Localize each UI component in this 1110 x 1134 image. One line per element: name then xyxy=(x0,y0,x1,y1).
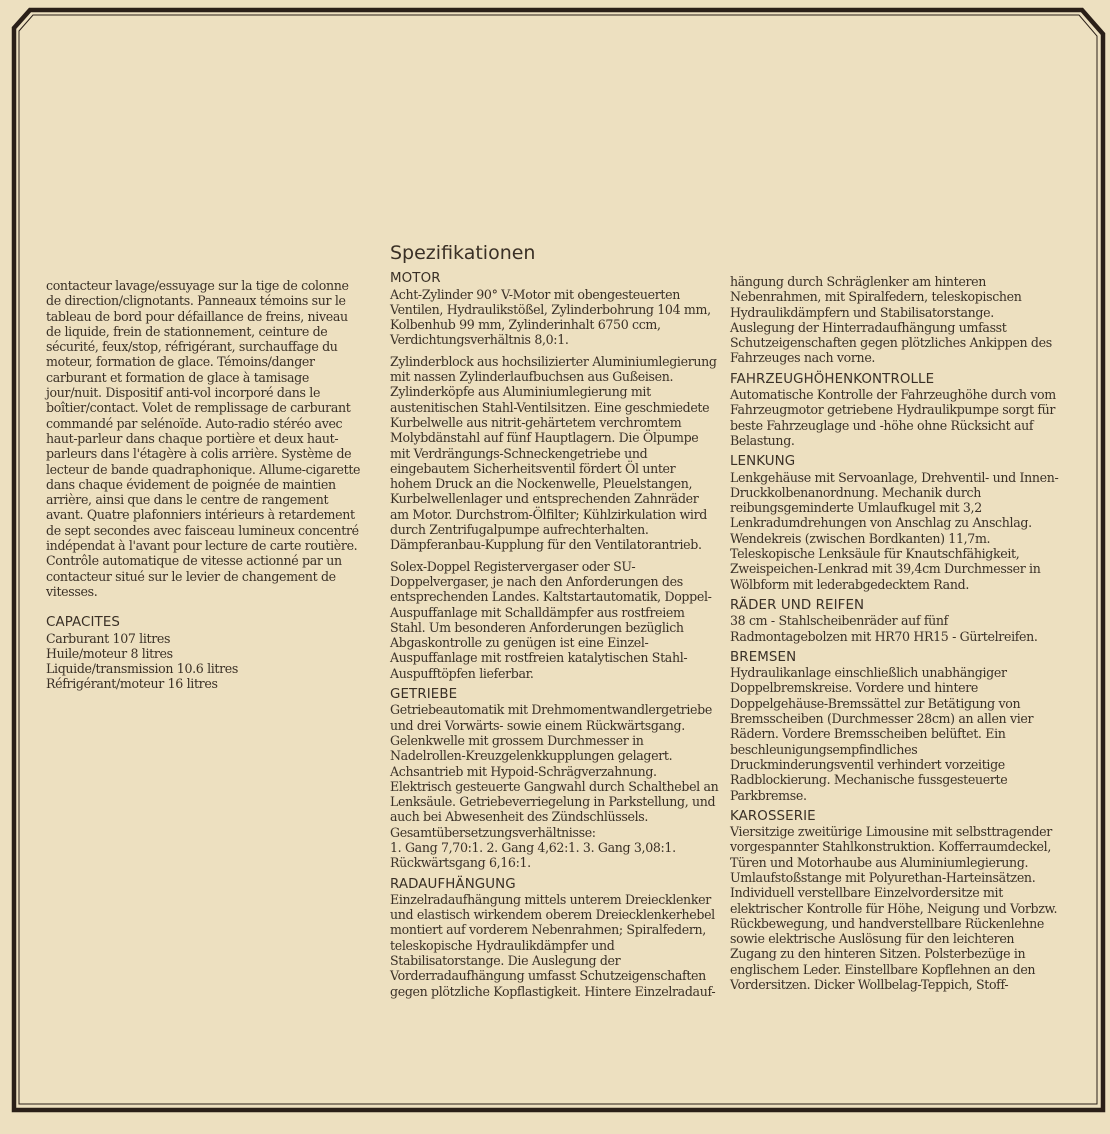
lenkung-heading: LENKUNG xyxy=(730,454,796,470)
fahrzeughoehe-text: Automatische Kontrolle der Fahrzeughöhe durch vom Fahrzeugmotor getriebene Hydraulikpumpe sorgt für beste Fahrzeuglage und -höhe ohne Rücksicht auf Belastung. xyxy=(730,387,1056,448)
page-title: Spezifikationen xyxy=(390,242,536,264)
motor-paragraph: Solex-Doppel Registervergaser oder SU-Doppelvergaser, je nach den Anforderungen des entsprechenden Landes. Kaltstartautomatik, Doppel-Auspuffanlage mit Schalldämpfer aus rostfreiem Stahl. Um besonderen Anforderungen bezüglich Abgaskontrolle zu genügen ist eine Einzel-Auspuffanlage mit rostfreien katalytischen Stahl-Auspufftöpfen lieferbar. xyxy=(390,558,712,681)
motor-heading: MOTOR xyxy=(390,271,441,287)
equipment-text: contacteur lavage/essuyage sur la tige de colonne de direction/clignotants. Panneaux témoins sur le tableau de bord pour défaillance de freins, niveau de liquide, frein de stationnement, ceinture de sécurité, feux/stop, réfrigérant, surchauffage du moteur, formation de glace. Témoins/danger carburant et formation de glace à tamisage jour/nuit. Dispositif anti-vol incorporé dans le boîtier/contact. Volet de remplissage de carburant commandé par selénoïde. Auto-radio stéréo avec haut-parleur dans chaque portière et deux haut-parleurs dans l'étagère à colis arrière. Système de lecteur de bande quadraphonique. Allume-cigarette dans chaque évidement de poignée de maintien arrière, ainsi que dans le centre de rangement avant. Quatre plafonniers intérieurs à retardement de sept secondes avec faisceau lumineux concentré indépendat à l'avant pour lecture de carte routière. Contrôle automatique de vitesse actionné par un contacteur situé sur le levier de changement de vitesses. xyxy=(46,278,361,599)
motor-paragraph: Acht-Zylinder 90° V-Motor mit obengesteuerten Ventilen, Hydraulikstößel, Zylinderbohrung 104 mm, Kolbenhub 99 mm, Zylinderinhalt 6750 ccm, Verdichtungsverhältnis 8,0:1. xyxy=(390,286,711,348)
middle-column xyxy=(390,242,720,1005)
fahrzeughoehe-heading: FAHRZEUGHÖHENKONTROLLE xyxy=(730,371,935,387)
radaufhaengung-continuation: hängung durch Schräglenker am hinteren Nebenrahmen, mit Spiralfedern, teleskopischen Hydraulikdämpfern und Stabilisatorstange. Auslegung der Hinterradaufhängung umfasst Schutzeigenschaften gegen plötzliches Ankippen des Fahrzeuges nach vorne. xyxy=(730,274,1052,366)
getriebe-text: Getriebeautomatik mit Drehmomentwandlergetriebe und drei Vorwärts- sowie einem Rückwärtsgang. Gelenkwelle mit grossem Durchmesser in Nadelrollen-Kreuzgelenkkupplungen gelagert. Achsantrieb mit Hypoid-Schrägverzahnung. Elektrisch gesteuerte Gangwahl durch Schalthebel an Lenksäule. Getriebeverriegelung in Parkstellung, und auch bei Abwesenheit des Zündschlüssels. xyxy=(390,702,719,825)
getriebe-heading: GETRIEBE xyxy=(390,687,458,703)
capacites-line: Réfrigérant/moteur 16 litres xyxy=(46,676,218,692)
karosserie-heading: KAROSSERIE xyxy=(730,808,816,824)
left-column xyxy=(46,278,362,692)
karosserie-text: Viersitzige zweitürige Limousine mit selbsttragender vorgespannter Stahlkonstruktion. Kofferraumdeckel, Türen und Motorhaube aus Aluminiumlegierung. Umlaufstoßstange mit Polyurethan-Harteinsätzen. Individuell verstellbare Einzelvordersitze mit elektrischer Kontrolle für Höhe, Neigung und Vorbzw. Rückbewegung, und handverstellbare Rückenlehne sowie elektrische Auslösung für den leichteren Zugang zu den hinteren Sitzen. Polsterbezüge in englischem Leder. Einstellbare Kopflehnen an den Vordersitzen. Dicker Wollbelag-Teppich, Stoff- xyxy=(730,824,1058,993)
radaufhaengung-text: Einzelradaufhängung mittels unterem Dreiecklenker und elastisch wirkendem oberem Dreiecklenkerhebel montiert auf vorderem Nebenrahmen; Spiralfedern, teleskopische Hydraulikdämpfer und Stabilisatorstange. Die Auslegung der Vorderradaufhängung umfasst Schutzeigenschaften gegen plötzliche Kopflastigkeit. Hintere Einzelradauf- xyxy=(390,891,716,999)
lenkung-text: Lenkgehäuse mit Servoanlage, Drehventil- und Innen-Druckkolbenanordnung. Mechanik durch reibungsgeminderte Umlaufkugel mit 3,2 Lenkradumdrehungen von Anschlag zu Anschlag. Wendekreis (zwischen Bordkanten) 11,7m. Teleskopische Lenksäule für Knautschfähigkeit, Zweispeichen-Lenkrad mit 39,4cm Durchmesser in Wölbform mit lederabgedecktem Rand. xyxy=(730,469,1059,592)
capacites-line: Huile/moteur 8 litres xyxy=(46,645,173,661)
right-column xyxy=(730,274,1060,998)
bremsen-text: Hydraulikanlage einschließlich unabhängiger Doppelbremskreise. Vordere und hintere Doppelgehäuse-Bremssättel zur Betätigung von Bremsscheiben (Durchmesser 28cm) an allen vier Rädern. Vordere Bremsscheiben belüftet. Ein beschleunigungsempfindliches Druckminderungsventil verhindert vorzeitige Radblockierung. Mechanische fussgesteuerte Parkbremse. xyxy=(730,665,1034,803)
capacites-line: Carburant 107 litres xyxy=(46,630,171,646)
motor-paragraph: Zylinderblock aus hochsilizierter Aluminiumlegierung mit nassen Zylinderlaufbuchsen aus Gußeisen. Zylinderköpfe aus Aluminiumlegierung mit austenitischen Stahl-Ventilsitzen. Eine geschmiedete Kurbelwelle aus nitrit-gehärtetem verchromtem Molybdänstahl auf fünf Hauptlagern. Die Ölpumpe mit Verdrängungs-Schneckengetriebe und eingebautem Sicherheitsventil fördert Öl unter hohem Druck an die Nockenwelle, Pleuelstangen, Kurbelwellenlager und entsprechenden Zahnräder am Motor. Durchstrom-Ölfilter; Kühlzirkulation wird durch Zentrifugalpumpe aufrechterhalten. Dämpferanbau-Kupplung für den Ventilatorantrieb. xyxy=(390,353,717,553)
getriebe-ratios: 1. Gang 7,70:1. 2. Gang 4,62:1. 3. Gang 3,08:1. Rückwärtsgang 6,16:1. xyxy=(390,839,676,871)
radaufhaengung-heading: RADAUFHÄNGUNG xyxy=(390,876,516,892)
raeder-text: 38 cm - Stahlscheibenräder auf fünf Radmontagebolzen mit HR70 HR15 - Gürtelreifen. xyxy=(730,613,1038,644)
bremsen-heading: BREMSEN xyxy=(730,649,797,665)
raeder-heading: RÄDER UND REIFEN xyxy=(730,597,865,613)
capacites-heading: CAPACITES xyxy=(46,615,120,631)
capacites-line: Liquide/transmission 10.6 litres xyxy=(46,661,239,677)
getriebe-ratios-label: Gesamtübersetzungsverhältnisse: xyxy=(390,824,596,840)
